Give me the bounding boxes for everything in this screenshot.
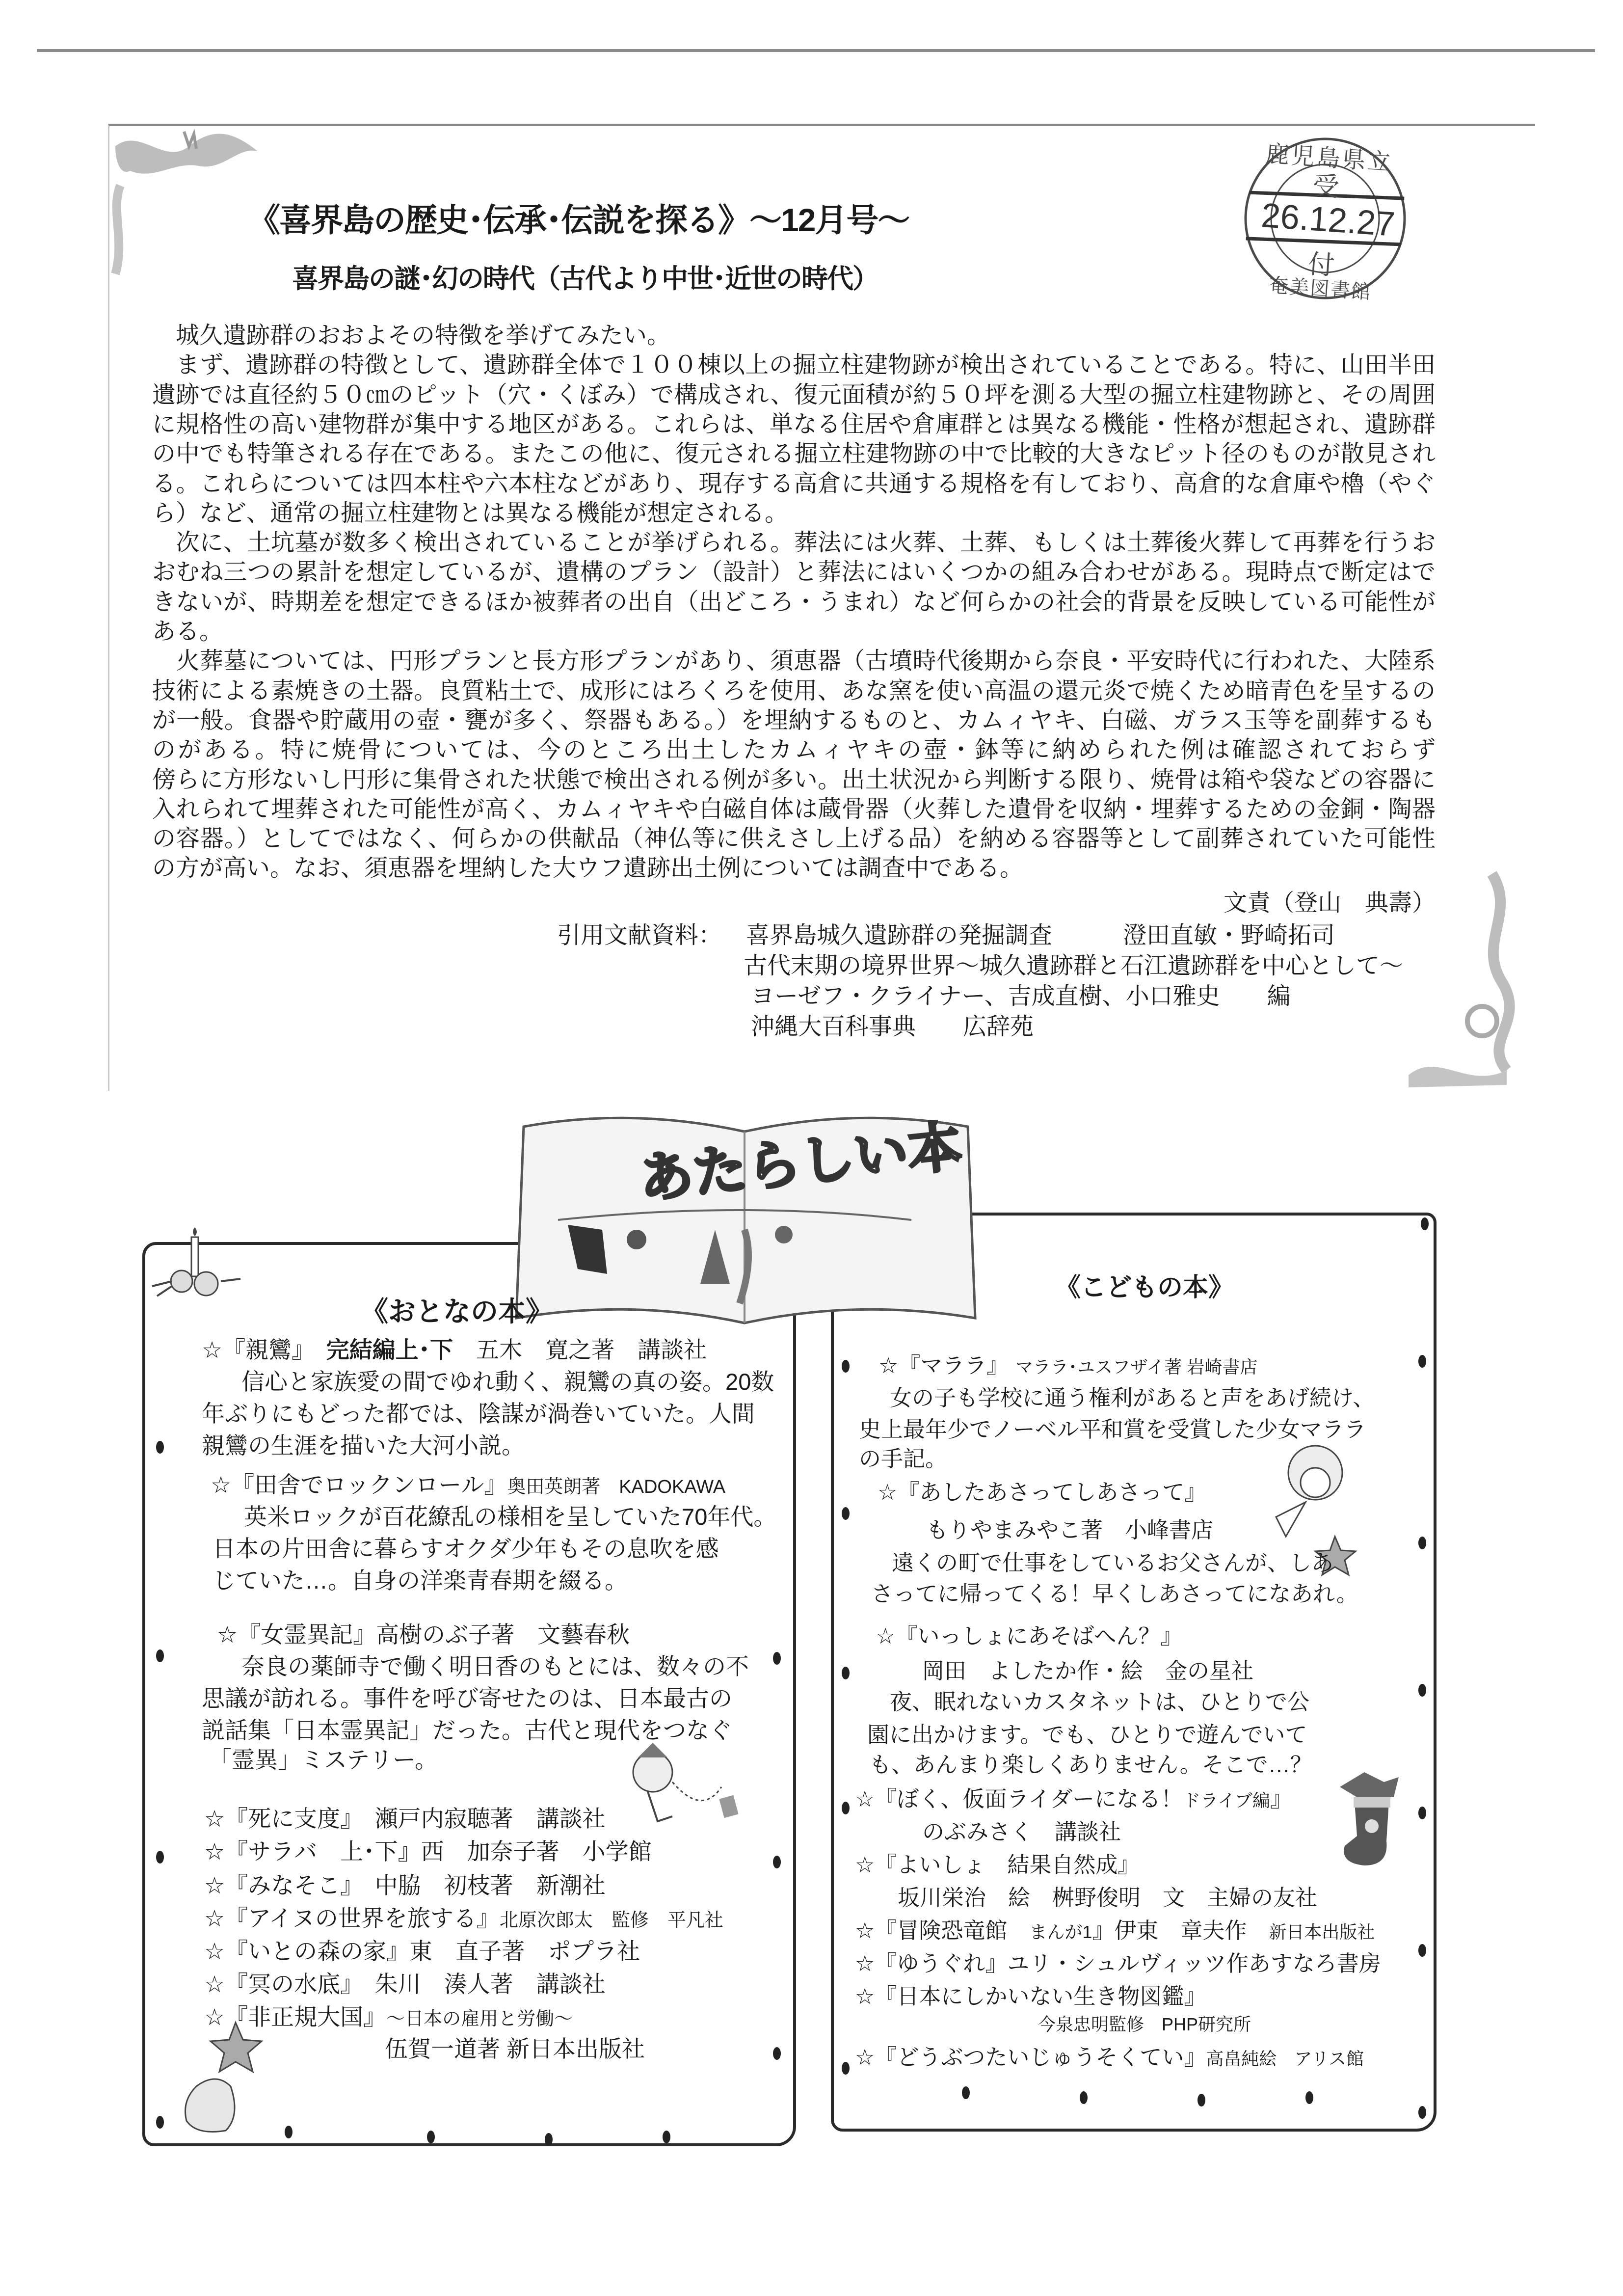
book-text-segment: ☆『女霊異記』高樹のぶ子著 文藝春秋 — [217, 1621, 630, 1648]
book-text-segment: ☆『死に支度』 瀬戸内寂聴著 講談社 — [204, 1806, 606, 1832]
border-dot — [1418, 1944, 1426, 1957]
book-text-segment: 遠くの町で仕事をしているお父さんが、しあ — [870, 1550, 1334, 1575]
book-description-line — [385, 2034, 645, 2064]
book-text-segment: 英米ロックが百花繚乱の様相を呈していた70年代。 — [221, 1504, 777, 1530]
border-dot — [773, 2047, 781, 2060]
border-dot — [842, 1802, 850, 1814]
book-text-segment: ☆『ゆうぐれ』ユリ・シュルヴィッツ作あすなろ書房 — [855, 1951, 1381, 1976]
book-description-line — [1038, 2010, 1251, 2039]
book-text-segment: ☆『冒険恐竜館 — [855, 1918, 1030, 1943]
book-description-line — [859, 1415, 1366, 1444]
candle-wreath-icon — [147, 1227, 245, 1306]
article-line: おむね三つの累計を想定しているが、遺構のプラン（設計）と葬法にはいくつかの組み合わせがある。現時点で断定はで — [152, 559, 1436, 586]
book-text-segment: ～日本の雇用と労働～ — [386, 2009, 573, 2029]
book-title-line — [204, 1937, 640, 1966]
book-text-segment: のぶみさく 講談社 — [922, 1819, 1121, 1844]
border-dot — [545, 2133, 553, 2146]
book-description-line — [867, 1720, 1307, 1750]
book-description-line — [218, 1367, 774, 1397]
children-books-heading: 《こどもの本》 — [1055, 1273, 1234, 1302]
book-text-segment: ☆『田舎でロックンロール』 — [211, 1472, 507, 1498]
border-dot — [285, 2126, 293, 2138]
book-text-segment: 岡田 よしたか作・絵 金の星社 — [922, 1658, 1254, 1683]
book-text-segment: 女の子も学校に通う権利があると声をあげ続け、 — [868, 1385, 1375, 1410]
book-description-line — [922, 1817, 1121, 1847]
reference-item: 喜界島城久遺跡群の発掘調査 澄田直敏・野崎拓司 — [746, 922, 1335, 948]
book-text-segment: ☆『冥の水底』 朱川 湊人著 講談社 — [204, 1971, 606, 1997]
book-text-segment: 』伊東 章夫作 — [1092, 1918, 1269, 1943]
book-text-segment: ☆『非正規大国』 — [204, 2004, 387, 2030]
book-title-line — [855, 1982, 1206, 2011]
santa-illustration-icon — [623, 1743, 751, 1836]
border-dot — [156, 1851, 164, 1864]
book-title-line — [855, 1784, 1292, 1814]
book-title-line — [878, 1478, 1206, 1507]
book-text-segment: マララ･ユスフザイ著 岩崎書店 — [997, 1357, 1258, 1377]
book-title-line — [855, 1850, 1140, 1880]
book-text-segment: もりやまみやこ著 小峰書店 — [926, 1517, 1214, 1542]
book-text-segment: 今泉忠明監修 PHP研究所 — [1038, 2014, 1251, 2034]
book-text-segment: 「霊異」ミステリー。 — [209, 1747, 438, 1773]
newsletter-title: 《喜界島の歴史･伝承･伝説を探る》～12月号～ — [248, 202, 909, 238]
book-title-line — [878, 1351, 1257, 1380]
library-receipt-stamp — [1236, 130, 1414, 308]
book-text-segment: 園に出かけます。でも、ひとりで遊んでいて — [867, 1722, 1307, 1747]
reference-item: ヨーゼフ・クライナー、吉成直樹、小口雅史 編 — [751, 983, 1291, 1009]
book-description-line — [213, 1534, 719, 1564]
article-line: の方が高い。なお、須恵器を埋納した大ウフ遺跡出土例については調査中である。 — [152, 855, 1024, 882]
book-text-segment: 日本の片田舎に暮らすオクダ少年もその息吹を感 — [213, 1536, 719, 1562]
border-dot — [1418, 1355, 1426, 1368]
border-dot — [156, 1441, 164, 1454]
angel-star-illustration-icon — [177, 2023, 275, 2135]
article-line: が一般。食器や貯蔵用の壺・甕が多く、祭器もある。）を埋納するものと、カムィヤキ、白磁、ガラス玉等を副葬するも — [152, 707, 1436, 733]
book-text-segment: 史上最年少でノーベル平和賞を受賞した少女マララ — [859, 1417, 1366, 1442]
book-title-line — [204, 2002, 573, 2032]
book-text-segment: 説話集「日本霊異記」だった。古代と現代をつなぐ — [202, 1717, 732, 1743]
article-line: きないが、時期差を想定できるほか被葬者の出自（出どころ・うまれ）など何らかの社会的背景を反映している可能性が — [152, 589, 1436, 615]
article-line: 入れられて埋葬された可能性が高く、カムィヤキや白磁自体は蔵骨器（火葬した遺骨を収納・埋葬するための金銅・陶器 — [152, 796, 1436, 822]
border-dot — [156, 2116, 164, 2129]
book-title-line — [204, 1837, 652, 1866]
reference-item: 沖縄大百科事典 広辞苑 — [751, 1014, 1034, 1040]
book-text-segment: ☆『みなそこ』 中脇 初枝著 新潮社 — [204, 1872, 606, 1898]
border-dot — [1080, 2091, 1088, 2104]
christmas-stocking-icon — [1330, 1772, 1409, 1870]
book-title-line — [204, 1970, 606, 1999]
book-text-segment: 高畠純絵 アリス館 — [1206, 2049, 1364, 2069]
border-dot — [1421, 1217, 1429, 1230]
book-title-line — [204, 1904, 723, 1933]
references-label: 引用文献資料： — [557, 922, 722, 948]
border-dot — [663, 2131, 670, 2143]
book-description-line — [202, 1716, 732, 1745]
border-dot — [1418, 1537, 1426, 1549]
book-description-line — [209, 1745, 438, 1775]
book-description-line — [898, 1883, 1317, 1913]
book-text-segment: 坂川栄治 絵 桝野俊明 文 主婦の友社 — [898, 1885, 1318, 1910]
book-text-segment: 思議が訪れる。事件を呼び寄せたのは、日本最古の — [202, 1685, 732, 1711]
new-books-banner-title: あたらしい本 — [636, 1115, 965, 1210]
book-title-line — [855, 1949, 1381, 1978]
book-description-line — [859, 1444, 947, 1474]
book-title-line — [855, 1916, 1375, 1945]
book-title-line — [202, 1335, 707, 1365]
book-text-segment: じていた…。自身の洋楽青春期を綴る。 — [213, 1567, 628, 1594]
article-line: ある。 — [152, 619, 223, 645]
ornament-top-left-icon — [110, 127, 267, 274]
book-description-line — [926, 1515, 1213, 1545]
book-description-line — [922, 1656, 1253, 1686]
adult-books-heading: 《おとなの本》 — [361, 1296, 553, 1327]
border-dot — [1197, 2094, 1205, 2107]
article-line: のがある。特に焼骨については、今のところ出土したカムィヤキの壺・鉢等に納められた例は確認されておらず — [152, 737, 1436, 763]
book-text-segment: の手記。 — [859, 1446, 948, 1471]
book-text-segment: 奥田英朗著 KADOKAWA — [507, 1477, 726, 1497]
border-dot — [842, 1360, 850, 1373]
article-line: に規格性の高い建物群が集中する地区がある。これらは、単なる住居や倉庫群とは異なる機能・性格が想起され、遺跡群 — [152, 411, 1436, 437]
book-text-segment: さってに帰ってくる！早くしあさってになあれ。 — [871, 1581, 1358, 1606]
book-text-segment: ☆『いっしょにあそばへん？』 — [876, 1623, 1183, 1648]
article-author: 文責（登山 典壽） — [1223, 890, 1436, 916]
book-text-segment: 北原次郎太 監修 平凡社 — [499, 1910, 723, 1931]
top-rule — [37, 49, 1595, 52]
book-title-line — [876, 1621, 1182, 1651]
border-dot — [1418, 1807, 1426, 1819]
book-text-segment: まんが1 — [1029, 1922, 1092, 1942]
border-dot — [1418, 1684, 1426, 1697]
book-text-segment: 年ぶりにもどった都では、陰謀が渦巻いていた。人間 — [202, 1401, 755, 1427]
book-description-line — [202, 1684, 732, 1713]
book-title-line — [204, 1804, 606, 1834]
border-dot — [773, 1652, 781, 1665]
article-line: まず、遺跡群の特徴として、遺跡群全体で１００棟以上の掘立柱建物跡が検出されていることである。特に、山田半田 — [152, 352, 1436, 378]
book-description-line — [868, 1383, 1375, 1413]
book-text-segment: ☆『あしたあさってしあさって』 — [878, 1480, 1207, 1505]
book-title-line — [211, 1470, 725, 1500]
book-description-line — [868, 1687, 1309, 1717]
article-line: 火葬墓については、円形プランと長方形プランがあり、須恵器（古墳時代後期から奈良・平安時代に行われた、大陸系 — [152, 648, 1436, 675]
book-description-line — [871, 1579, 1358, 1609]
book-text-segment: 伍賀一道著 新日本出版社 — [385, 2036, 645, 2062]
border-dot — [156, 1649, 164, 1662]
border-dot — [842, 1507, 850, 1520]
stamp-date: 26.12.27 — [1260, 196, 1396, 243]
border-dot — [842, 1667, 850, 1679]
book-text-segment: 信心と家族愛の間でゆれ動く、親鸞の真の姿。20数 — [218, 1369, 774, 1395]
book-text-segment: 新日本出版社 — [1269, 1922, 1375, 1942]
book-description-line — [202, 1399, 755, 1429]
stamp-mark-top: 受 — [1311, 171, 1340, 202]
book-text-segment: ☆『マララ』 — [878, 1353, 998, 1378]
border-dot — [962, 2086, 970, 2099]
book-text-segment: ☆『どうぶつたいじゅうそくてい』 — [855, 2045, 1206, 2070]
book-description-line — [870, 1548, 1333, 1578]
border-dot — [773, 1856, 781, 1868]
border-dot — [1418, 2106, 1426, 2119]
book-text-segment: ☆『ぼく、仮面ライダーになる！ — [855, 1786, 1183, 1811]
book-text-segment: 』 — [1270, 1786, 1292, 1811]
book-title-line — [204, 1871, 606, 1900]
book-text-segment: 夜、眠れないカスタネットは、ひとりで公 — [868, 1689, 1310, 1714]
book-text-segment: ☆『サラバ 上･下』西 加奈子著 小学館 — [204, 1838, 652, 1864]
article-subtitle: 喜界島の謎･幻の時代（古代より中世･近世の時代） — [292, 264, 878, 294]
book-text-segment: ドライブ編 — [1183, 1790, 1270, 1810]
book-title-line — [217, 1620, 630, 1649]
book-text-segment: ☆『いとの森の家』東 直子著 ポプラ社 — [204, 1938, 640, 1964]
book-description-line — [213, 1566, 628, 1595]
article-line: 技術による素焼きの土器。良質粘土で、成形にはろくろを使用、あな窯を使い高温の還元炎で焼くため暗青色を呈するの — [152, 677, 1436, 704]
article-line: 遺跡では直径約５０㎝のピット（穴・くぼみ）で構成され、復元面積が約５０坪を測る大型の掘立柱建物跡と、その周囲 — [152, 381, 1436, 408]
article-line: る。これらについては四本柱や六本柱などがあり、現存する高倉に共通する規格を有しており、高倉的な倉庫や櫓（やぐ — [152, 470, 1436, 497]
book-title-line — [855, 2043, 1364, 2072]
book-description-line — [869, 1750, 1312, 1780]
article-line: の中でも特筆される存在である。またこの他に、復元される掘立柱建物跡の中で比較的大きなピット径のものが散見され — [152, 441, 1436, 467]
article-line: 城久遺跡群のおおよその特徴を挙げてみたい。 — [152, 323, 671, 349]
book-text-segment: 五木 寛之著 講談社 — [453, 1337, 707, 1363]
book-text-segment: ☆『アイヌの世界を旅する』 — [204, 1905, 500, 1931]
book-description-line — [202, 1431, 525, 1460]
article-line: の容器。）としてではなく、何らかの供献品（神仏等に供えさし上げる品）を納める容器等として副葬されていた可能性 — [152, 826, 1436, 852]
border-dot — [1305, 2091, 1313, 2104]
book-text-segment: 奈良の薬師寺で働く明日香のもとには、数々の不 — [218, 1653, 749, 1679]
border-dot — [842, 2062, 850, 2075]
book-description-line — [218, 1652, 749, 1681]
book-text-segment: ☆『日本にしかいない生き物図鑑』 — [855, 1984, 1206, 2009]
book-text-segment: 完結編上･下 — [326, 1337, 453, 1363]
book-text-segment: 親鸞の生涯を描いた大河小説。 — [202, 1432, 525, 1459]
article-line: ら）など、通常の掘立柱建物とは異なる機能が想定される。 — [152, 500, 789, 526]
border-dot — [427, 2131, 435, 2143]
article-line: 次に、土坑墓が数多く検出されていることが挙げられる。葬法には火葬、土葬、もしくは土葬後火葬して再葬を行うお — [152, 530, 1436, 556]
book-text-segment: ☆『親鸞』 — [202, 1337, 326, 1363]
stamp-top-text: 鹿児島県立 — [1265, 141, 1394, 176]
angel-illustration-icon — [1271, 1438, 1369, 1566]
reference-item: 古代末期の境界世界～城久遺跡群と石江遺跡群を中心として～ — [744, 953, 1404, 979]
stamp-bottom-text: 奄美図書館 — [1268, 274, 1373, 303]
book-text-segment: も、あんまり楽しくありません。そこで…？ — [869, 1752, 1312, 1777]
book-description-line — [221, 1502, 776, 1532]
article-line: 傍らに方形ないし円形に集骨された状態で検出される例が多い。出土状況から判断する限り、焼骨は箱や袋などの容器に — [152, 766, 1436, 793]
stamp-mark-bottom: 付 — [1307, 249, 1336, 281]
book-text-segment: ☆『よいしょ 結果自然成』 — [855, 1852, 1140, 1877]
